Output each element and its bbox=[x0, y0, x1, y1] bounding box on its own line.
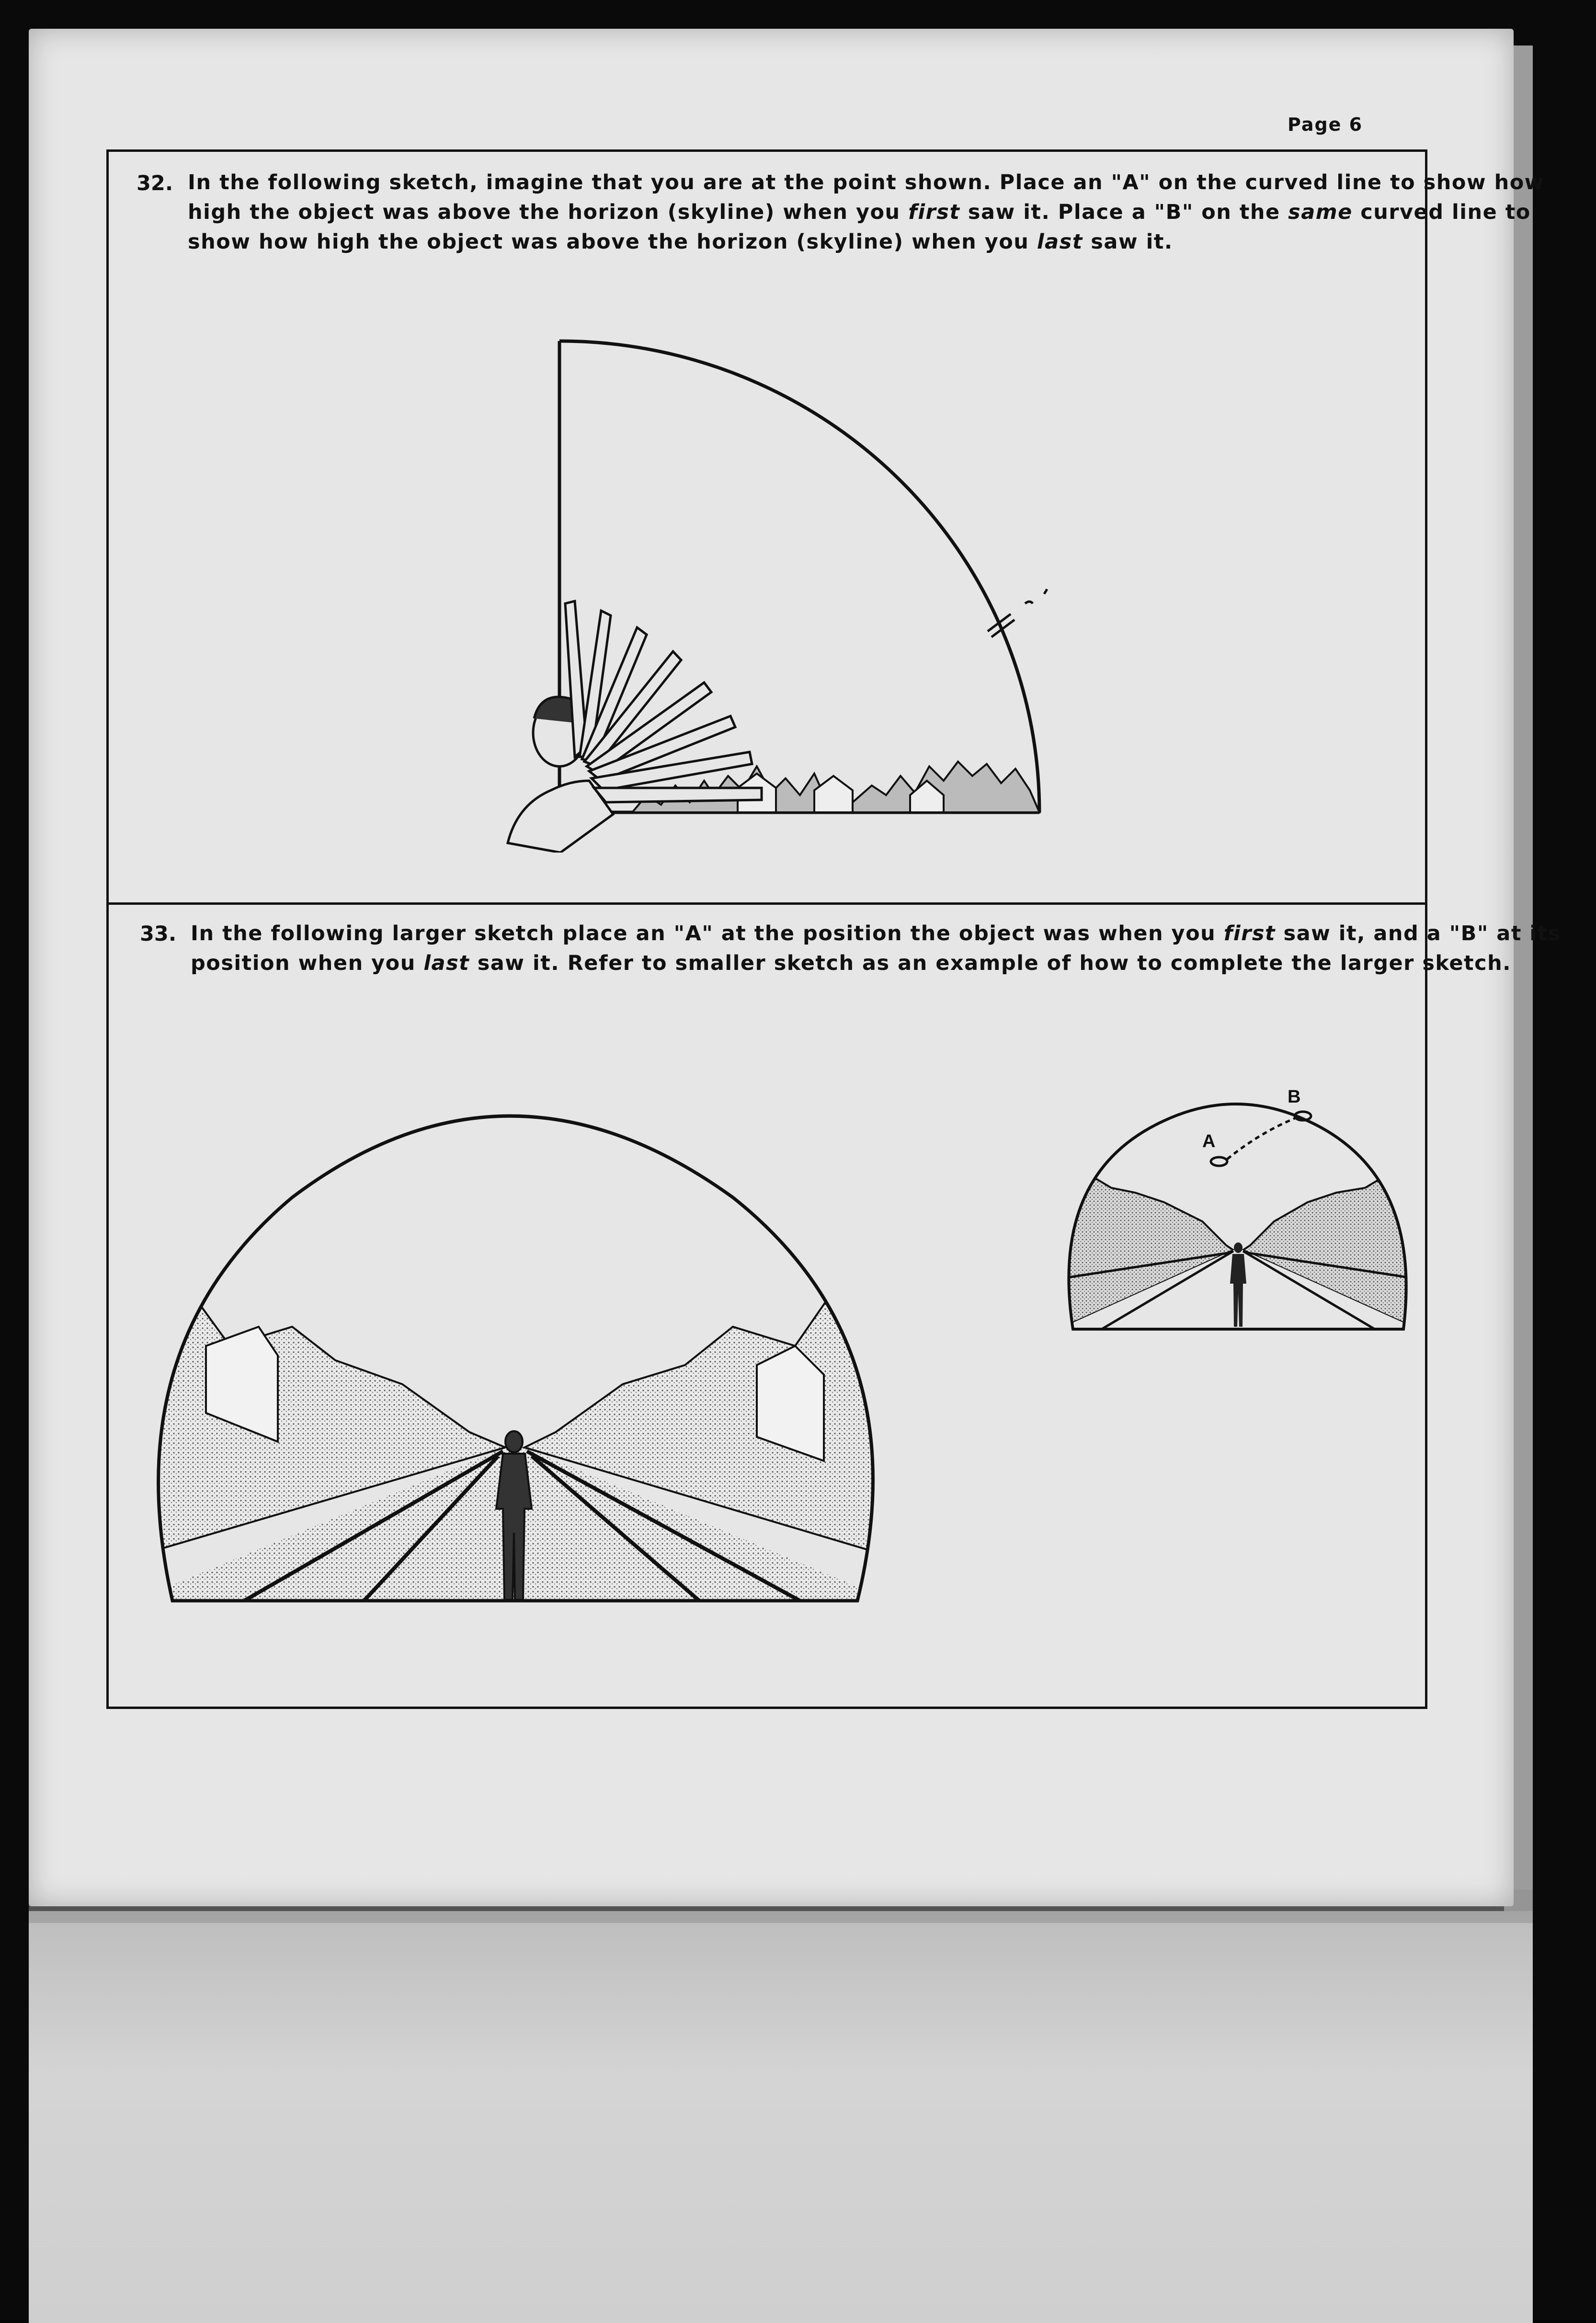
lower-backdrop bbox=[29, 1911, 1533, 2323]
question-32-sketch bbox=[489, 335, 1063, 853]
pencil-mark bbox=[988, 589, 1047, 637]
question-32-line-3: show how high the object was above the horizon (skyline) when you last saw it. bbox=[188, 230, 1173, 254]
pointing-arms bbox=[565, 601, 762, 802]
question-33-number: 33. bbox=[140, 922, 177, 946]
question-32-text bbox=[188, 168, 1544, 257]
question-32-number: 32. bbox=[137, 171, 173, 195]
question-33-text bbox=[191, 919, 1561, 978]
example-sketch bbox=[1059, 1078, 1418, 1336]
large-street-sketch bbox=[134, 1078, 891, 1609]
question-32-line-2: high the object was above the horizon (skyline) when you first saw it. Place a "B" on the same curved line to bbox=[188, 200, 1531, 224]
question-33-line-1: In the following larger sketch place an "A" at the position the object was when you first saw it, and a "B" at its bbox=[191, 922, 1561, 945]
question-32-line-1: In the following sketch, imagine that you are at the point shown. Place an "A" on the curved line to show how bbox=[188, 171, 1544, 194]
section-divider bbox=[106, 902, 1427, 905]
question-33-line-2: position when you last saw it. Refer to smaller sketch as an example of how to complete the larger sketch. bbox=[191, 951, 1512, 975]
example-label-a: A bbox=[1202, 1131, 1216, 1151]
page-number: Page 6 bbox=[1288, 114, 1363, 135]
example-label-b: B bbox=[1288, 1087, 1301, 1107]
